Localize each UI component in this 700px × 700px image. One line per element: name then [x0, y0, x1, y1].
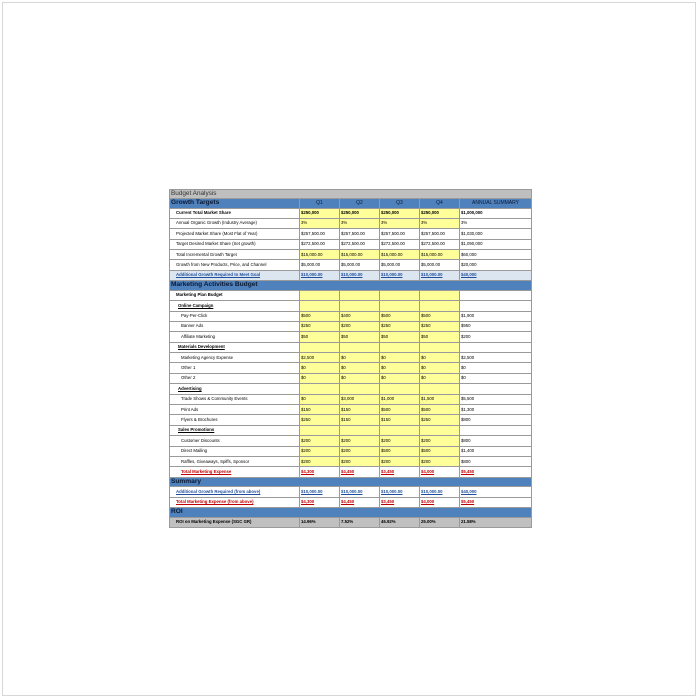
- row-label[interactable]: Raffles, Giveaways, Spiffs, Sponsor: [170, 456, 300, 466]
- quarter-cell-q1[interactable]: $0: [300, 363, 340, 373]
- group-heading: Sales Promotions: [170, 425, 300, 435]
- quarter-cell-q1[interactable]: $4,300: [300, 497, 340, 507]
- quarter-cell-q1[interactable]: $50: [300, 332, 340, 342]
- quarter-cell-q4[interactable]: $15,000.00: [420, 250, 460, 260]
- quarter-cell-q4[interactable]: $200: [420, 456, 460, 466]
- quarter-cell-q2[interactable]: $50: [340, 332, 380, 342]
- quarter-cell-q2[interactable]: $200: [340, 321, 380, 331]
- row-label[interactable]: Banner Ads: [170, 321, 300, 331]
- growth-row: [170, 218, 532, 228]
- quarter-cell-q4[interactable]: $250: [420, 415, 460, 425]
- row-label[interactable]: Annual Organic Growth (Industry Average): [170, 218, 300, 228]
- quarter-cell-q3[interactable]: $257,500.00: [380, 229, 420, 239]
- quarter-cell-q4[interactable]: $500: [420, 405, 460, 415]
- roi-heading: ROI: [170, 508, 532, 518]
- budget-analysis-sheet: [169, 189, 532, 528]
- summary-heading: Summary: [170, 477, 532, 487]
- row-label[interactable]: Pay-Per-Click: [170, 311, 300, 321]
- empty-cell[interactable]: [340, 342, 380, 352]
- sheet-title-row: [170, 190, 532, 199]
- quarter-cell-q2[interactable]: $15,000.00: [340, 250, 380, 260]
- group-heading-row: [170, 425, 532, 435]
- annual-summary-cell[interactable]: $200: [460, 332, 532, 342]
- quarter-cell-q3[interactable]: $500: [380, 311, 420, 321]
- group-heading: Advertising: [170, 384, 300, 394]
- annual-summary-cell[interactable]: $800: [460, 436, 532, 446]
- quarter-cell-q4[interactable]: $4,000: [420, 467, 460, 477]
- quarter-cell-q1[interactable]: $500: [300, 311, 340, 321]
- quarter-cell-q4[interactable]: $10,000.00: [420, 270, 460, 280]
- annual-summary-cell[interactable]: $1,000,000: [460, 208, 532, 218]
- group-heading-row: [170, 384, 532, 394]
- annual-summary-cell[interactable]: $0: [460, 363, 532, 373]
- summary-growth-row: [170, 487, 532, 497]
- quarter-cell-q2[interactable]: $257,500.00: [340, 229, 380, 239]
- growth-row: [170, 270, 532, 280]
- annual-summary-cell[interactable]: $5,450: [460, 467, 532, 477]
- quarter-cell-q2[interactable]: $200: [340, 436, 380, 446]
- quarter-cell-q3[interactable]: $3,450: [380, 497, 420, 507]
- annual-summary-cell[interactable]: $1,090,000: [460, 239, 532, 249]
- marketing-activities-heading-row: [170, 281, 532, 291]
- quarter-cell-q4[interactable]: $250,000: [420, 208, 460, 218]
- empty-cell[interactable]: [300, 384, 340, 394]
- empty-cell[interactable]: [460, 290, 532, 300]
- quarter-cell-q1[interactable]: $15,000.00: [300, 250, 340, 260]
- empty-cell[interactable]: [460, 342, 532, 352]
- quarter-cell-q1[interactable]: 3%: [300, 218, 340, 228]
- annual-summary-cell[interactable]: $950: [460, 321, 532, 331]
- annual-summary-cell[interactable]: $5,450: [460, 497, 532, 507]
- quarter-cell-q1[interactable]: $150: [300, 405, 340, 415]
- budget-item-row: [170, 436, 532, 446]
- header-q4: Q4: [420, 199, 460, 209]
- row-label[interactable]: Total Marketing Expense: [170, 467, 300, 477]
- empty-cell[interactable]: [300, 342, 340, 352]
- row-label[interactable]: Flyers & Brochures: [170, 415, 300, 425]
- row-label[interactable]: Other 1: [170, 363, 300, 373]
- empty-cell[interactable]: [420, 342, 460, 352]
- group-heading-row: [170, 301, 532, 311]
- annual-summary-cell[interactable]: $1,300: [460, 405, 532, 415]
- quarter-cell-q1[interactable]: $200: [300, 436, 340, 446]
- quarter-cell-q1[interactable]: $250,000: [300, 208, 340, 218]
- quarter-cell-q2[interactable]: $150: [340, 405, 380, 415]
- empty-cell[interactable]: [420, 425, 460, 435]
- quarter-cell-q4[interactable]: $0: [420, 353, 460, 363]
- quarter-cell-q3[interactable]: $10,000.00: [380, 270, 420, 280]
- row-label[interactable]: Direct Mailing: [170, 446, 300, 456]
- quarter-cell-q1[interactable]: $200: [300, 446, 340, 456]
- annual-summary-cell[interactable]: $2,500: [460, 353, 532, 363]
- quarter-cell-q3[interactable]: $250: [380, 321, 420, 331]
- empty-cell[interactable]: [460, 301, 532, 311]
- quarter-cell-q4[interactable]: $5,000.00: [420, 260, 460, 270]
- row-label[interactable]: ROI on Marketing Expense (SGC GR): [170, 517, 300, 527]
- quarter-cell-q4[interactable]: $500: [420, 446, 460, 456]
- quarter-cell-q3[interactable]: $1,000: [380, 394, 420, 404]
- quarter-cell-q2[interactable]: $10,000.00: [340, 487, 380, 497]
- quarter-cell-q3[interactable]: $0: [380, 373, 420, 383]
- quarter-cell-q3[interactable]: 46.92%: [380, 517, 420, 527]
- growth-row: [170, 239, 532, 249]
- annual-summary-cell[interactable]: $0: [460, 373, 532, 383]
- growth-row: [170, 208, 532, 218]
- growth-row: [170, 250, 532, 260]
- quarter-cell-q2[interactable]: $4,450: [340, 497, 380, 507]
- quarter-cell-q2[interactable]: $250,000: [340, 208, 380, 218]
- quarter-cell-q1[interactable]: 14.96%: [300, 517, 340, 527]
- quarter-cell-q3[interactable]: $15,000.00: [380, 250, 420, 260]
- quarter-cell-q2[interactable]: $10,000.00: [340, 270, 380, 280]
- budget-item-row: [170, 415, 532, 425]
- quarter-cell-q4[interactable]: $4,000: [420, 497, 460, 507]
- row-label[interactable]: Total Marketing Expense (from above): [170, 497, 300, 507]
- quarter-cell-q3[interactable]: $0: [380, 363, 420, 373]
- annual-summary-cell[interactable]: $1,900: [460, 311, 532, 321]
- empty-cell[interactable]: [300, 290, 340, 300]
- empty-cell[interactable]: [300, 425, 340, 435]
- budget-item-row: [170, 321, 532, 331]
- row-label[interactable]: Projected Market Share (Most Flat of Year): [170, 229, 300, 239]
- quarter-cell-q2[interactable]: $4,450: [340, 467, 380, 477]
- quarter-cell-q1[interactable]: $10,000.00: [300, 487, 340, 497]
- summary-heading-row: [170, 477, 532, 487]
- annual-summary-cell[interactable]: $60,000: [460, 250, 532, 260]
- quarter-cell-q2[interactable]: $3,000: [340, 394, 380, 404]
- annual-summary-cell[interactable]: $20,000: [460, 260, 532, 270]
- quarter-cell-q2[interactable]: 7.52%: [340, 517, 380, 527]
- quarter-cell-q3[interactable]: $5,000.00: [380, 260, 420, 270]
- annual-summary-cell[interactable]: 21.58%: [460, 517, 532, 527]
- header-q2: Q2: [340, 199, 380, 209]
- quarter-cell-q2[interactable]: $0: [340, 353, 380, 363]
- empty-cell[interactable]: [340, 425, 380, 435]
- quarter-cell-q1[interactable]: $250: [300, 321, 340, 331]
- row-label[interactable]: Affiliate Marketing: [170, 332, 300, 342]
- row-label[interactable]: Marketing Agency Expense: [170, 353, 300, 363]
- quarter-cell-q3[interactable]: $500: [380, 446, 420, 456]
- quarter-cell-q4[interactable]: $50: [420, 332, 460, 342]
- empty-cell[interactable]: [420, 384, 460, 394]
- empty-cell[interactable]: [380, 342, 420, 352]
- group-heading: Online Campaign: [170, 301, 300, 311]
- annual-summary-cell[interactable]: $800: [460, 415, 532, 425]
- quarter-cell-q3[interactable]: $272,500.00: [380, 239, 420, 249]
- growth-targets-heading: Growth Targets: [170, 199, 300, 209]
- marketing-plan-budget-label-row: [170, 290, 532, 300]
- quarter-cell-q2[interactable]: $5,000.00: [340, 260, 380, 270]
- quarter-cell-q2[interactable]: 3%: [340, 218, 380, 228]
- header-annual-summary: ANNUAL SUMMARY: [460, 199, 532, 209]
- annual-summary-cell[interactable]: $1,030,000: [460, 229, 532, 239]
- quarter-cell-q4[interactable]: $0: [420, 373, 460, 383]
- quarter-cell-q4[interactable]: $272,500.00: [420, 239, 460, 249]
- quarter-cell-q3[interactable]: $500: [380, 405, 420, 415]
- quarter-cell-q1[interactable]: $272,500.00: [300, 239, 340, 249]
- row-label[interactable]: Total Incremental Growth Target: [170, 250, 300, 260]
- quarter-cell-q4[interactable]: 25.00%: [420, 517, 460, 527]
- quarter-cell-q2[interactable]: $0: [340, 363, 380, 373]
- quarter-cell-q3[interactable]: $200: [380, 456, 420, 466]
- empty-cell[interactable]: [380, 384, 420, 394]
- row-label[interactable]: Current Total Market Share: [170, 208, 300, 218]
- quarter-cell-q3[interactable]: $150: [380, 415, 420, 425]
- group-heading: Materials Development: [170, 342, 300, 352]
- budget-item-row: [170, 405, 532, 415]
- annual-summary-cell[interactable]: $5,500: [460, 394, 532, 404]
- budget-item-row: [170, 394, 532, 404]
- empty-cell[interactable]: [420, 301, 460, 311]
- marketing-activities-heading: Marketing Activities Budget: [170, 281, 532, 291]
- budget-item-row: [170, 353, 532, 363]
- header-q1: Q1: [300, 199, 340, 209]
- quarter-cell-q1[interactable]: $0: [300, 394, 340, 404]
- header-q3: Q3: [380, 199, 420, 209]
- quarter-cell-q1[interactable]: $250: [300, 415, 340, 425]
- quarter-cell-q2[interactable]: $400: [340, 311, 380, 321]
- empty-cell[interactable]: [420, 290, 460, 300]
- empty-cell[interactable]: [460, 425, 532, 435]
- quarter-cell-q1[interactable]: $4,300: [300, 467, 340, 477]
- quarter-cell-q3[interactable]: $3,450: [380, 467, 420, 477]
- quarter-cell-q4[interactable]: $0: [420, 363, 460, 373]
- quarter-cell-q2[interactable]: $150: [340, 415, 380, 425]
- quarter-cell-q3[interactable]: $250,000: [380, 208, 420, 218]
- budget-item-row: [170, 373, 532, 383]
- quarter-cell-q3[interactable]: $10,000.00: [380, 487, 420, 497]
- quarter-cell-q1[interactable]: $257,500.00: [300, 229, 340, 239]
- empty-cell[interactable]: [380, 425, 420, 435]
- budget-item-row: [170, 456, 532, 466]
- roi-heading-row: [170, 508, 532, 518]
- row-label[interactable]: Other 2: [170, 373, 300, 383]
- row-label[interactable]: Additional Growth Required to Meet Goal: [170, 270, 300, 280]
- quarter-cell-q4[interactable]: $10,000.00: [420, 487, 460, 497]
- quarter-cell-q4[interactable]: 3%: [420, 218, 460, 228]
- budget-item-row: [170, 446, 532, 456]
- row-label[interactable]: Additional Growth Required (from above): [170, 487, 300, 497]
- annual-summary-cell[interactable]: $40,000: [460, 270, 532, 280]
- quarter-cell-q2[interactable]: $200: [340, 456, 380, 466]
- quarter-cell-q2[interactable]: $272,500.00: [340, 239, 380, 249]
- quarter-cell-q4[interactable]: $257,500.00: [420, 229, 460, 239]
- growth-row: [170, 260, 532, 270]
- quarter-cell-q4[interactable]: $200: [420, 436, 460, 446]
- roi-row: [170, 517, 532, 527]
- row-label[interactable]: Trade Shows & Community Events: [170, 394, 300, 404]
- annual-summary-cell[interactable]: $800: [460, 456, 532, 466]
- marketing-plan-budget-label: Marketing Plan Budget: [170, 290, 300, 300]
- row-label[interactable]: Growth from New Products, Price, and Channel: [170, 260, 300, 270]
- annual-summary-cell[interactable]: $1,400: [460, 446, 532, 456]
- row-label[interactable]: Target Desired Market Share (Set growth): [170, 239, 300, 249]
- budget-item-row: [170, 332, 532, 342]
- quarter-cell-q1[interactable]: $10,000.00: [300, 270, 340, 280]
- group-heading-row: [170, 342, 532, 352]
- row-label[interactable]: Print Ads: [170, 405, 300, 415]
- quarter-cell-q1[interactable]: $0: [300, 373, 340, 383]
- budget-item-row: [170, 363, 532, 373]
- quarter-cell-q3[interactable]: $200: [380, 436, 420, 446]
- quarter-cell-q3[interactable]: $0: [380, 353, 420, 363]
- annual-summary-cell[interactable]: $40,000: [460, 487, 532, 497]
- annual-summary-cell[interactable]: 3%: [460, 218, 532, 228]
- empty-cell[interactable]: [380, 290, 420, 300]
- quarter-cell-q4[interactable]: $250: [420, 321, 460, 331]
- summary-expense-row: [170, 497, 532, 507]
- empty-cell[interactable]: [340, 301, 380, 311]
- total-marketing-row: [170, 467, 532, 477]
- quarter-cell-q4[interactable]: $500: [420, 311, 460, 321]
- quarter-cell-q1[interactable]: $5,000.00: [300, 260, 340, 270]
- empty-cell[interactable]: [300, 301, 340, 311]
- empty-cell[interactable]: [340, 290, 380, 300]
- quarter-cell-q3[interactable]: 3%: [380, 218, 420, 228]
- row-label[interactable]: Customer Discounts: [170, 436, 300, 446]
- quarter-cell-q1[interactable]: $2,500: [300, 353, 340, 363]
- empty-cell[interactable]: [340, 384, 380, 394]
- sheet-title: Budget Analysis: [170, 190, 532, 199]
- empty-cell[interactable]: [380, 301, 420, 311]
- growth-targets-header-row: [170, 199, 532, 209]
- quarter-cell-q3[interactable]: $50: [380, 332, 420, 342]
- growth-row: [170, 229, 532, 239]
- quarter-cell-q2[interactable]: $0: [340, 373, 380, 383]
- quarter-cell-q4[interactable]: $1,500: [420, 394, 460, 404]
- quarter-cell-q2[interactable]: $200: [340, 446, 380, 456]
- budget-item-row: [170, 311, 532, 321]
- quarter-cell-q1[interactable]: $200: [300, 456, 340, 466]
- empty-cell[interactable]: [460, 384, 532, 394]
